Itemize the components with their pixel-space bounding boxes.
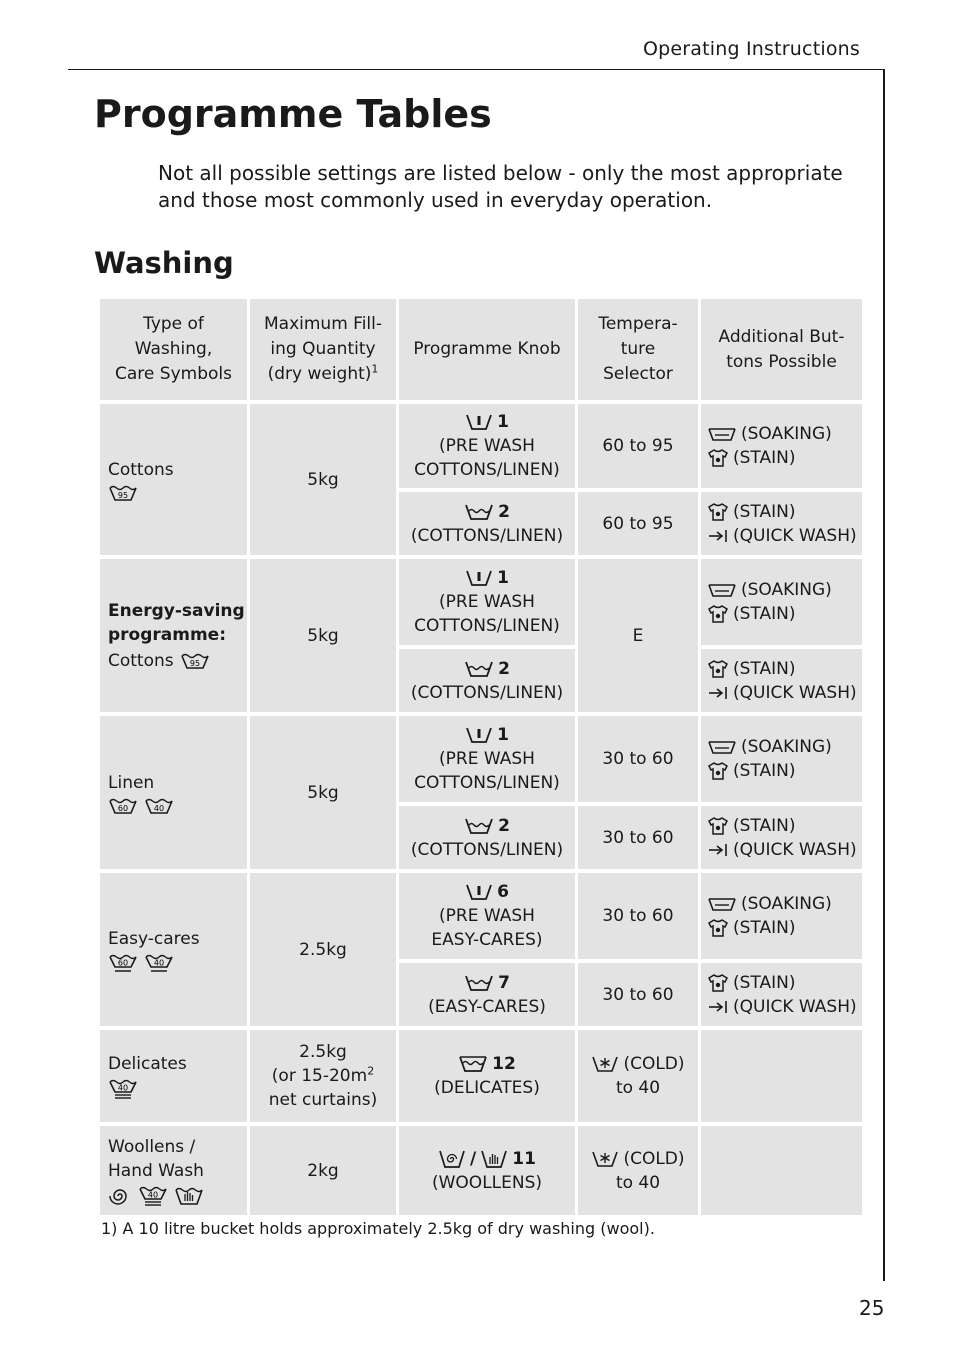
temp-value: to 40: [615, 1078, 661, 1098]
hand-wash-icon: [174, 1186, 204, 1206]
knob-text: (PRE WASH: [439, 749, 535, 769]
knob-text: (COTTONS/LINEN): [410, 682, 564, 703]
knob-line: [464, 814, 510, 838]
section-title: Washing: [94, 246, 234, 280]
knob-number: 1: [497, 725, 509, 745]
buttons-cell: [701, 649, 862, 712]
header-buttons-line: tons Possible: [726, 351, 837, 372]
row-easy-cares-quantity: [250, 873, 396, 1026]
temp-cell: [578, 559, 698, 712]
footnote-ref: 1: [371, 362, 379, 376]
running-header: Operating Instructions: [642, 38, 860, 60]
knob-number: 1: [497, 568, 509, 588]
buttons-cell: [701, 559, 862, 645]
wash-tub-40-very-gentle-icon: [108, 1078, 138, 1100]
svg-text:40: 40: [117, 1083, 129, 1093]
button-stain: (STAIN): [707, 446, 795, 470]
temp-cell: [578, 492, 698, 555]
programme-table: [100, 299, 859, 1210]
button-quick-wash: (QUICK WASH): [707, 995, 857, 1019]
temp-value: E: [632, 625, 644, 646]
footnote: 1) A 10 litre bucket holds approximately 2.5kg of dry washing (wool).: [101, 1219, 655, 1238]
quantity-value: 2kg: [307, 1160, 339, 1181]
knob-cell: [399, 716, 575, 802]
svg-text:95: 95: [117, 490, 129, 500]
wash-tub-60-icon: [108, 797, 138, 815]
footnote-ref: 2: [367, 1064, 375, 1078]
knob-cell: [399, 963, 575, 1026]
knob-cell: [399, 649, 575, 712]
svg-text:40: 40: [147, 1190, 159, 1199]
header-quantity: [250, 299, 396, 400]
knob-number: 11: [512, 1148, 536, 1169]
mainwash-tub-icon: [464, 660, 494, 678]
button-quick-wash: (QUICK WASH): [707, 838, 857, 862]
quantity-value: 2.5kg: [299, 1042, 347, 1062]
stain-shirt-icon: [707, 918, 729, 938]
quantity-value: 5kg: [307, 782, 339, 803]
row-linen-type: [100, 716, 247, 869]
stain-shirt-icon: [707, 502, 729, 522]
wash-tub-40-icon: [144, 797, 174, 815]
button-quick-wash: (QUICK WASH): [707, 681, 857, 705]
knob-number: 2: [498, 501, 510, 522]
knob-text: EASY-CARES): [431, 930, 543, 950]
knob-line: [464, 971, 510, 995]
wash-tub-95-icon: [108, 484, 138, 502]
type-bold-label: programme:: [108, 624, 227, 645]
knob-number: 1: [497, 412, 509, 432]
delicates-tub-icon: [458, 1055, 488, 1073]
quick-wash-arrow-icon: [707, 842, 729, 858]
care-symbols: [108, 484, 138, 502]
temp-cell: [578, 963, 698, 1026]
knob-text: COTTONS/LINEN): [414, 773, 560, 793]
soaking-icon: [707, 896, 737, 912]
temp-cell: [578, 806, 698, 869]
svg-text:60: 60: [117, 803, 129, 813]
stain-shirt-icon: [707, 816, 729, 836]
cold-snowflake-icon: [591, 1150, 619, 1168]
knob-cell: [399, 1030, 575, 1122]
header-rule: [68, 69, 885, 70]
stain-shirt-icon: [707, 604, 729, 624]
type-label: Hand Wash: [108, 1160, 204, 1181]
temp-value: to 40: [615, 1172, 661, 1193]
wash-tub-60-gentle-icon: [108, 953, 138, 973]
knob-line: [438, 1147, 536, 1171]
knob-line: [465, 410, 509, 434]
button-soaking: (SOAKING): [707, 422, 832, 446]
header-knob-label: Programme Knob: [413, 339, 561, 359]
row-woollens-type: [100, 1126, 247, 1215]
header-type: [100, 299, 247, 400]
buttons-cell-empty: [701, 1126, 862, 1215]
temp-cell: [578, 404, 698, 488]
care-symbols: [108, 953, 174, 973]
mainwash-tub-icon: [464, 817, 494, 835]
header-type-line: Washing,: [134, 339, 213, 359]
knob-number: 2: [498, 658, 510, 679]
knob-line: [465, 880, 509, 904]
buttons-cell: [701, 963, 862, 1026]
knob-text: (PRE WASH: [439, 436, 535, 456]
care-symbols: [108, 797, 174, 815]
temp-cell: [578, 1030, 698, 1122]
temp-value: 30 to 60: [602, 906, 674, 926]
intro-paragraph: Not all possible settings are listed below - only the most appropriate and those most commonly used in everyday operation.: [158, 161, 843, 212]
knob-text: (COTTONS/LINEN): [410, 525, 564, 546]
wool-mark-icon: [108, 1185, 132, 1207]
wash-tub-40-very-gentle-icon: [138, 1185, 168, 1207]
button-stain: (STAIN): [707, 657, 795, 681]
buttons-cell: [701, 404, 862, 488]
buttons-cell: [701, 806, 862, 869]
knob-line: [458, 1052, 516, 1076]
quantity-value: (or $15-20m^2$: [271, 1064, 375, 1086]
soaking-icon: [707, 426, 737, 442]
type-label: Easy-cares: [108, 928, 200, 949]
button-stain: (STAIN): [707, 916, 795, 940]
knob-cell: [399, 806, 575, 869]
row-delicates-type: [100, 1030, 247, 1122]
knob-line: [464, 657, 510, 681]
knob-line: [464, 500, 510, 524]
row-energy-saving-quantity: [250, 559, 396, 712]
quick-wash-arrow-icon: [707, 999, 729, 1015]
mainwash-tub-icon: [464, 503, 494, 521]
button-soaking: (SOAKING): [707, 735, 832, 759]
prewash-tub-icon: [465, 413, 493, 431]
knob-cell: [399, 492, 575, 555]
temp-value: 60 to 95: [602, 513, 674, 534]
type-bold-label: Energy-saving: [108, 600, 245, 621]
header-temp-line: ture Selector: [603, 339, 673, 384]
temp-value: 30 to 60: [602, 984, 674, 1005]
temp-cold-line: (COLD): [591, 1052, 684, 1076]
row-cottons-quantity: [250, 404, 396, 555]
button-soaking: (SOAKING): [707, 578, 832, 602]
svg-text:95: 95: [189, 658, 200, 668]
header-quantity-line: (dry weight)$^1$: [267, 362, 379, 384]
knob-line: [465, 723, 509, 747]
type-label: Cottons: [108, 650, 174, 671]
knob-text: (EASY-CARES): [428, 996, 546, 1017]
buttons-cell: [701, 873, 862, 959]
button-soaking: (SOAKING): [707, 892, 832, 916]
wash-tub-95-icon: [180, 652, 210, 670]
quantity-value: 5kg: [307, 469, 339, 490]
header-temp-line: Tempera-: [598, 314, 678, 334]
temp-value: 30 to 60: [602, 827, 674, 848]
stain-shirt-icon: [707, 761, 729, 781]
button-stain: (STAIN): [707, 759, 795, 783]
stain-shirt-icon: [707, 659, 729, 679]
quantity-value: net curtains): [268, 1090, 378, 1110]
knob-cell: [399, 1126, 575, 1215]
knob-text: (WOOLLENS): [431, 1172, 543, 1193]
svg-text:40: 40: [153, 803, 165, 813]
button-stain: (STAIN): [707, 971, 795, 995]
quick-wash-arrow-icon: [707, 528, 729, 544]
slash: /: [470, 1148, 477, 1169]
knob-cell: [399, 404, 575, 488]
cold-snowflake-icon: [591, 1055, 619, 1073]
button-stain: (STAIN): [707, 500, 795, 524]
knob-text: COTTONS/LINEN): [414, 616, 560, 636]
wash-tub-40-gentle-icon: [144, 953, 174, 973]
knob-number: 2: [498, 815, 510, 836]
quick-wash-arrow-icon: [707, 685, 729, 701]
header-buttons-line: Additional But-: [718, 326, 845, 347]
page-number: 25: [859, 1296, 885, 1320]
row-cottons-type: [100, 404, 247, 555]
knob-cell: [399, 873, 575, 959]
button-quick-wash: (QUICK WASH): [707, 524, 857, 548]
knob-line: [465, 566, 509, 590]
prewash-tub-icon: [465, 726, 493, 744]
temp-value: 60 to 95: [602, 436, 674, 456]
hand-wash-icon: [480, 1149, 508, 1169]
row-energy-saving-type: [100, 559, 247, 712]
knob-text: COTTONS/LINEN): [414, 460, 560, 480]
soaking-icon: [707, 582, 737, 598]
temp-cell: [578, 1126, 698, 1215]
svg-text:40: 40: [153, 958, 165, 967]
type-label: Cottons: [108, 459, 174, 480]
row-easy-cares-type: [100, 873, 247, 1026]
type-label: Delicates: [108, 1054, 187, 1074]
knob-number: 6: [497, 882, 509, 902]
header-temp: [578, 299, 698, 400]
care-symbols: [108, 1185, 204, 1207]
svg-text:60: 60: [117, 958, 129, 967]
knob-text: (PRE WASH: [439, 592, 535, 612]
header-knob: [399, 299, 575, 400]
stain-shirt-icon: [707, 448, 729, 468]
care-symbols: [108, 649, 210, 673]
temp-cell: [578, 716, 698, 802]
temp-cell: [578, 873, 698, 959]
knob-text: (DELICATES): [434, 1078, 540, 1098]
type-label: Linen: [108, 772, 155, 793]
header-type-line: Care Symbols: [115, 364, 232, 384]
temp-value: 30 to 60: [602, 749, 674, 769]
knob-text: (PRE WASH: [439, 906, 535, 926]
buttons-cell: [701, 716, 862, 802]
header-quantity-line: Maximum Fill-: [263, 314, 382, 334]
knob-number: 12: [492, 1054, 516, 1074]
knob-text: (COTTONS/LINEN): [410, 839, 564, 860]
quantity-value: 5kg: [307, 625, 339, 646]
header-buttons: [701, 299, 862, 400]
row-woollens-quantity: [250, 1126, 396, 1215]
button-stain: (STAIN): [707, 602, 795, 626]
temp-cold-line: (COLD): [591, 1147, 684, 1171]
soaking-icon: [707, 739, 737, 755]
header-type-line: Type of: [143, 314, 204, 334]
page-title: Programme Tables: [94, 92, 492, 136]
quantity-value: 2.5kg: [299, 939, 347, 960]
header-quantity-line: ing Quantity: [270, 339, 376, 359]
knob-cell: [399, 559, 575, 645]
knob-number: 7: [498, 972, 510, 993]
row-linen-quantity: [250, 716, 396, 869]
prewash-tub-icon: [465, 569, 493, 587]
stain-shirt-icon: [707, 973, 729, 993]
button-stain: (STAIN): [707, 814, 795, 838]
care-symbols: [108, 1078, 138, 1100]
prewash-tub-icon: [465, 883, 493, 901]
type-label: Woollens /: [108, 1136, 196, 1157]
buttons-cell: [701, 492, 862, 555]
wool-tub-icon: [438, 1149, 466, 1169]
buttons-cell-empty: [701, 1030, 862, 1122]
mainwash-tub-icon: [464, 974, 494, 992]
row-delicates-quantity: [250, 1030, 396, 1122]
side-rule: [883, 69, 885, 1281]
